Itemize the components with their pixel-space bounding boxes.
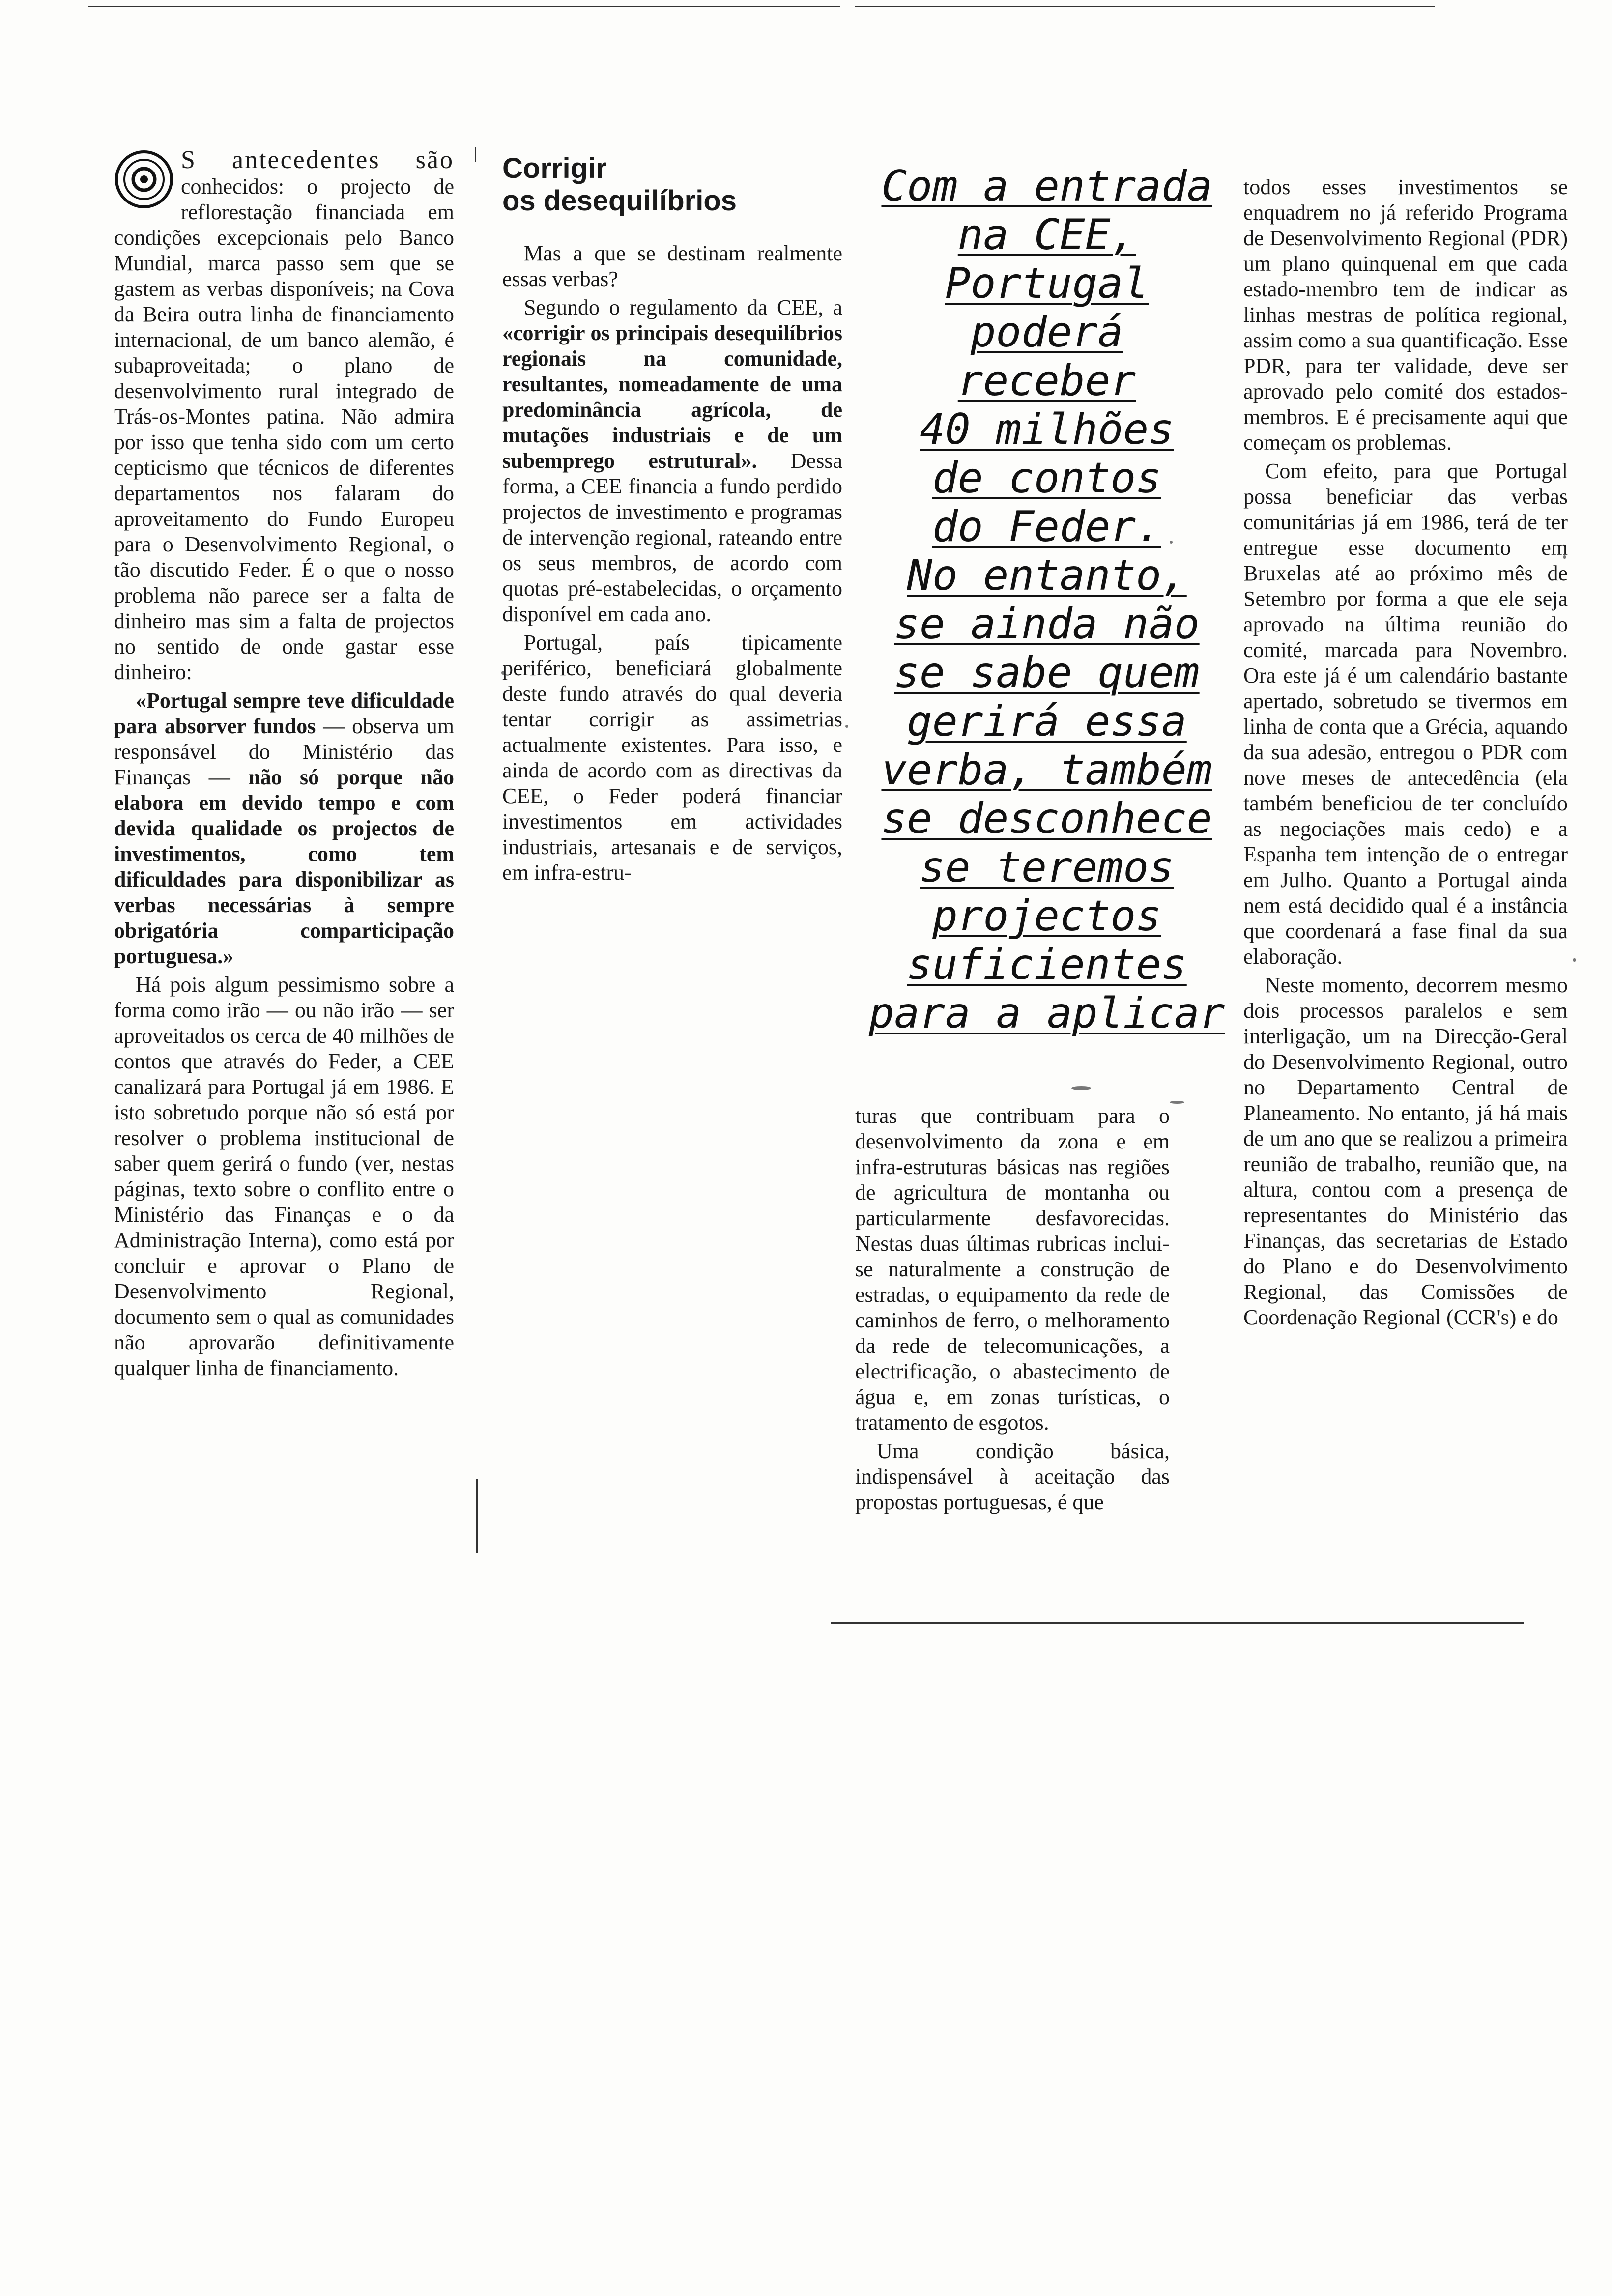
pull-quote-line: se teremos	[920, 843, 1174, 892]
pull-quote-line: gerirá essa	[907, 697, 1187, 746]
article-column-1	[114, 147, 454, 1384]
top-rule	[88, 6, 840, 7]
bottom-rule	[831, 1622, 1524, 1624]
body-paragraph: Portugal, país tipicamente periférico, beneficiará globalmente deste fundo através do qual deveria tentar corrigir as assimetrias actualmente existentes. Para isso, e ainda de acordo com as directivas da CEE, o Feder poderá financiar investimentos em actividades industriais, artesanais e de serviços, em infra-estru-	[502, 631, 842, 885]
print-speck	[1573, 958, 1576, 962]
pull-quote-line: se ainda não	[894, 600, 1200, 649]
pull-quote-line: receber	[957, 356, 1136, 405]
body-paragraph: turas que contribuam para o desenvolvimento da zona e em infra-estruturas básicas nas regiões de agricultura de montanha ou particularmente desfavorecidas. Nestas duas últimas rubricas inclui-se naturalmente a construção de estradas, o equipamento da rede de caminhos de ferro, o melhoramento da rede de telecomunicações, a electrificação, o abastecimento de água e, em zonas turísticas, o tratamento de esgotos.	[855, 1104, 1170, 1435]
pull-quote-line: na CEE,	[957, 210, 1136, 259]
pull-quote	[860, 162, 1234, 1038]
column-divider	[476, 1479, 478, 1553]
body-paragraph: Neste momento, decorrem mesmo dois processos paralelos e sem interligação, um na Direcção-Geral do Desenvolvimento Regional, outro no Departamento Central de Planeamento. No entanto, já há mais de um ano que se realizou a primeira reunião de trabalho, reunião que, na altura, contou com a presença de representantes do Ministério das Finanças, das secretarias de Estado do Plano e do Desenvolvimento Regional, das Comissões de Coordenação Regional (CCR's) e do	[1243, 973, 1568, 1329]
article-column-4	[1243, 174, 1568, 1333]
section-heading: Corrigir os desequilíbrios	[502, 152, 737, 217]
pull-quote-line: suficientes	[907, 940, 1187, 989]
print-speck	[1071, 1086, 1091, 1090]
article-column-3	[855, 1103, 1170, 1518]
body-paragraph: Segundo o regulamento da CEE, a «corrigir os principais desequilíbrios regionais na comunidade, resultantes, nomeadamente de uma predominância agrícola, de mutações industriais e de um subemprego estrutural». Dessa forma, a CEE financia a fundo perdido projectos de investimento e programas de intervenção regional, rateando entre os seus membros, de acordo com quotas pré-estabelecidas, o orçamento disponível em cada ano.	[502, 295, 842, 626]
body-paragraph: Uma condição básica, indispensável à aceitação das propostas portuguesas, é que	[855, 1439, 1170, 1514]
newspaper-logo-icon	[114, 149, 174, 209]
pull-quote-line: Portugal	[945, 259, 1149, 308]
pull-quote-line: de contos	[932, 454, 1161, 503]
pull-quote-line: se desconhece	[881, 794, 1212, 843]
print-speck	[845, 725, 848, 728]
lead-paragraph: S antecedentes são conhecidos: o projecto de reflorestação financiada em condições excepcionais pelo Banco Mundial, marca passo sem que se gastem as verbas disponíveis; na Cova da Beira outra linha de financiamento internacional, de um banco alemão, é subaproveitada; o plano de desenvolvimento rural integrado de Trás-os-Montes patina. Não admira por isso que tenha sido com um certo cepticismo que técnicos de diferentes departamentos nos falaram do aproveitamento do Fundo Europeu para o Desenvolvimento Regional, o tão discutido Feder. É o que o nosso problema não parece ser a falta de dinheiro mas sim a falta de projectos no sentido de onde gastar esse dinheiro:	[114, 146, 454, 684]
pull-quote-line: projectos	[932, 891, 1161, 941]
body-paragraph: Com efeito, para que Portugal possa beneficiar das verbas comunitárias já em 1986, terá de ter entregue esse documento em Bruxelas até ao próximo mês de Setembro por forma a que ele seja aprovado na última reunião do comité, marcada para Novembro. Ora este já é um calendário bastante apertado, sobretudo se tivermos em linha de conta que a Grécia, aquando da sua adesão, entregou o PDR com nove meses de antecedência (ela também beneficiou de ter concluído as negociações mais cedo) e a Espanha tem intenção de o entregar em Julho. Quanto a Portugal ainda nem está decidido qual é a instância que coordenará a fase final da sua elaboração.	[1243, 459, 1568, 969]
print-speck	[1170, 1101, 1184, 1104]
pull-quote-line: se sabe quem	[894, 648, 1200, 697]
body-paragraph: todos esses investimentos se enquadrem no já referido Programa de Desenvolvimento Regional (PDR) um plano quinquenal em que cada estado-membro tem de indicar as linhas mestras de política regional, assim como a sua quantificação. Esse PDR, para ter validade, deve ser aprovado pelo comité dos estados-membros. E é precisamente aqui que começam os problemas.	[1243, 175, 1568, 455]
pull-quote-line: Com a entrada	[881, 162, 1212, 211]
pull-quote-line: No entanto,	[907, 551, 1187, 600]
quote-paragraph: «Portugal sempre teve dificuldade para absorver fundos — observa um responsável do Ministério das Finanças — não só porque não elabora em devido tempo e com devida qualidade os projectos de investimentos, como tem dificuldades para disponibilizar as verbas necessárias à sempre obrigatória comparticipação portuguesa.»	[114, 689, 455, 968]
column-divider-mark	[475, 147, 476, 162]
article-column-2	[502, 152, 842, 889]
pull-quote-line: poderá	[970, 308, 1123, 357]
body-paragraph: Há pois algum pessimismo sobre a forma como irão — ou não irão — ser aproveitados os cerca de 40 milhões de contos que através do Feder, a CEE canalizará para Portugal já em 1986. E isto sobretudo porque não só está por resolver o problema institucional de saber quem gerirá o fundo (ver, nestas páginas, texto sobre o conflito entre o Ministério das Finanças e o da Administração Interna), como está por concluir e aprovar o Plano de Desenvolvimento Regional, documento sem o qual as comunidades não aprovarão definitivamente qualquer linha de financiamento.	[114, 973, 454, 1380]
drop-initial-lead: S antecedentes são	[181, 146, 454, 174]
pull-quote-line: verba, também	[881, 746, 1212, 795]
top-rule-right	[855, 6, 1435, 7]
pull-quote-line: do Feder.	[932, 502, 1161, 551]
pull-quote-line: para a aplicar	[868, 989, 1225, 1038]
body-paragraph: Mas a que se destinam realmente essas verbas?	[502, 241, 842, 291]
pull-quote-line: 40 milhões	[920, 405, 1174, 454]
